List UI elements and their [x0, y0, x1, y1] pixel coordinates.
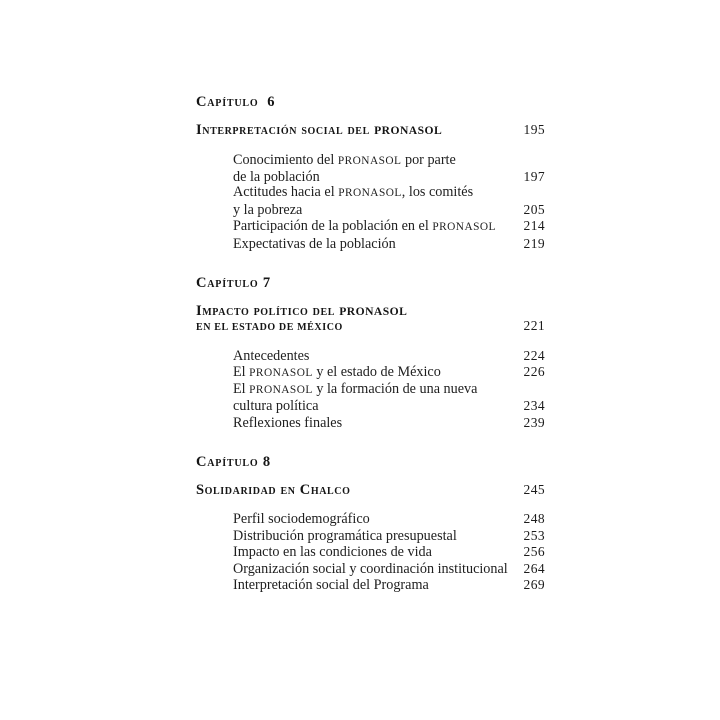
- toc-entry: [233, 348, 545, 364]
- chapter-section-6: [196, 95, 545, 252]
- page-number: 253: [523, 527, 545, 543]
- entry-line: Actitudes hacia el PRONASOL, los comités: [233, 184, 474, 201]
- chapter-heading: Capítulo 7: [196, 274, 271, 291]
- entry-line: Perfil sociodemográfico: [233, 511, 370, 528]
- page-number: 234: [523, 398, 545, 414]
- page-number: 269: [523, 577, 545, 593]
- toc-entry: [233, 544, 545, 560]
- entry-line: Participación de la población en el PRONASOL: [233, 218, 496, 235]
- toc-entry: [233, 185, 545, 218]
- entry-line: Reflexiones finales: [233, 414, 343, 431]
- toc-entry: [233, 382, 545, 415]
- entry-line: Expectativas de la población: [233, 235, 396, 252]
- page-number: 264: [523, 560, 545, 576]
- entry-line: y la pobreza: [233, 201, 303, 218]
- toc-entry: [233, 511, 545, 527]
- page-number: 219: [523, 235, 545, 251]
- chapter-title-row: [196, 123, 545, 139]
- chapter-entries: [196, 153, 545, 252]
- entry-line: Impacto en las condiciones de vida: [233, 544, 432, 561]
- toc-entry: [233, 528, 545, 544]
- entry-line: Conocimiento del PRONASOL por parte: [233, 151, 456, 168]
- chapter-title-row: [196, 483, 545, 498]
- entry-line: cultura política: [233, 398, 319, 415]
- page-number: 197: [523, 168, 545, 184]
- chapter-entries: [196, 511, 545, 593]
- toc-entry: [233, 415, 545, 431]
- toc-entry: [233, 561, 545, 577]
- toc-entry: [233, 153, 545, 186]
- chapter-title-line: Impacto político del PRONASOL: [196, 302, 408, 319]
- page-number: 214: [523, 218, 545, 234]
- page-number: 245: [523, 481, 545, 497]
- chapter-title-line: Solidaridad en Chalco: [196, 481, 351, 498]
- chapter-title-line: en el estado de México: [196, 318, 343, 335]
- entry-line: Antecedentes: [233, 347, 310, 364]
- toc-entry: [233, 577, 545, 593]
- entry-line: Distribución programática presupuestal: [233, 527, 457, 544]
- chapter-title-row: [196, 319, 545, 334]
- page-number: 248: [523, 511, 545, 527]
- chapter-title: [196, 123, 545, 139]
- chapter-entries: [196, 348, 545, 431]
- entry-line: de la población: [233, 168, 320, 185]
- toc-entry: [233, 364, 545, 381]
- entry-line: Interpretación social del Programa: [233, 577, 429, 594]
- chapter-title: [196, 483, 545, 498]
- chapter-heading: Capítulo 6: [196, 94, 276, 110]
- page-number: 205: [523, 201, 545, 217]
- page-number: 224: [523, 347, 545, 363]
- chapter-title: [196, 304, 545, 334]
- chapter-section-7: [196, 276, 545, 431]
- table-of-contents: [196, 95, 545, 594]
- page-number: 221: [523, 318, 545, 334]
- toc-entry: [233, 218, 545, 235]
- page-number: 239: [523, 414, 545, 430]
- entry-line: El PRONASOL y la formación de una nueva: [233, 380, 478, 397]
- chapter-heading: Capítulo 8: [196, 453, 271, 470]
- page-number: 256: [523, 544, 545, 560]
- chapter-section-8: [196, 455, 545, 594]
- entry-line: Organización social y coordinación institucional: [233, 560, 508, 577]
- toc-entry: [233, 236, 545, 252]
- page-number: 226: [523, 364, 545, 380]
- chapter-title-row: [196, 304, 545, 320]
- chapter-title-line: Interpretación social del PRONASOL: [196, 122, 443, 138]
- entry-line: El PRONASOL y el estado de México: [233, 364, 441, 381]
- page-number: 195: [523, 122, 545, 137]
